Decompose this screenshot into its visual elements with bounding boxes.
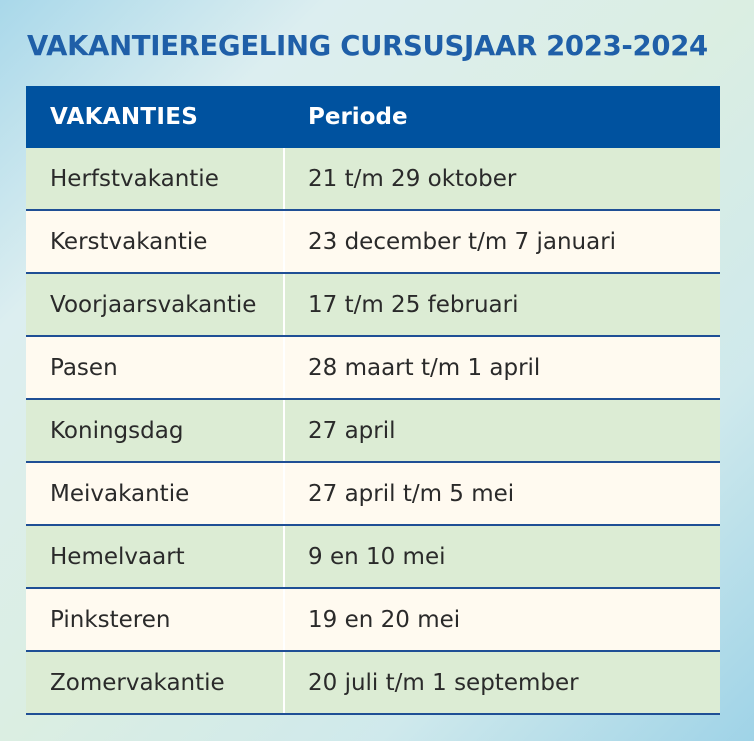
vacation-period: 27 april — [308, 417, 396, 444]
table-row — [26, 148, 720, 211]
table-row — [26, 652, 720, 715]
vacation-period: 23 december t/m 7 januari — [308, 228, 617, 255]
vacation-table — [26, 86, 720, 715]
vacation-period: 28 maart t/m 1 april — [308, 354, 541, 381]
vacation-period: 21 t/m 29 oktober — [308, 165, 517, 192]
table-header-row — [26, 86, 720, 148]
vacation-name: Pasen — [26, 337, 285, 398]
vacation-name: Zomervakantie — [26, 652, 285, 713]
header-periode: Periode — [308, 104, 408, 130]
table-row — [26, 400, 720, 463]
vacation-period: 27 april t/m 5 mei — [308, 480, 515, 507]
table-row — [26, 274, 720, 337]
vacation-name: Pinksteren — [26, 589, 285, 650]
table-row — [26, 526, 720, 589]
vacation-period: 19 en 20 mei — [308, 606, 461, 633]
vacation-name: Hemelvaart — [26, 526, 285, 587]
vacation-name: Meivakantie — [26, 463, 285, 524]
vacation-name: Voorjaarsvakantie — [26, 274, 285, 335]
table-row — [26, 463, 720, 526]
table-row — [26, 589, 720, 652]
header-vakanties: VAKANTIES — [50, 104, 199, 130]
vacation-period: 20 juli t/m 1 september — [308, 669, 579, 696]
table-row — [26, 211, 720, 274]
vacation-name: Herfstvakantie — [26, 148, 285, 209]
vacation-period: 17 t/m 25 februari — [308, 291, 519, 318]
page-title: VAKANTIEREGELING CURSUSJAAR 2023-2024 — [27, 30, 708, 62]
vacation-name: Koningsdag — [26, 400, 285, 461]
vacation-period: 9 en 10 mei — [308, 543, 446, 570]
vacation-name: Kerstvakantie — [26, 211, 285, 272]
table-row — [26, 337, 720, 400]
